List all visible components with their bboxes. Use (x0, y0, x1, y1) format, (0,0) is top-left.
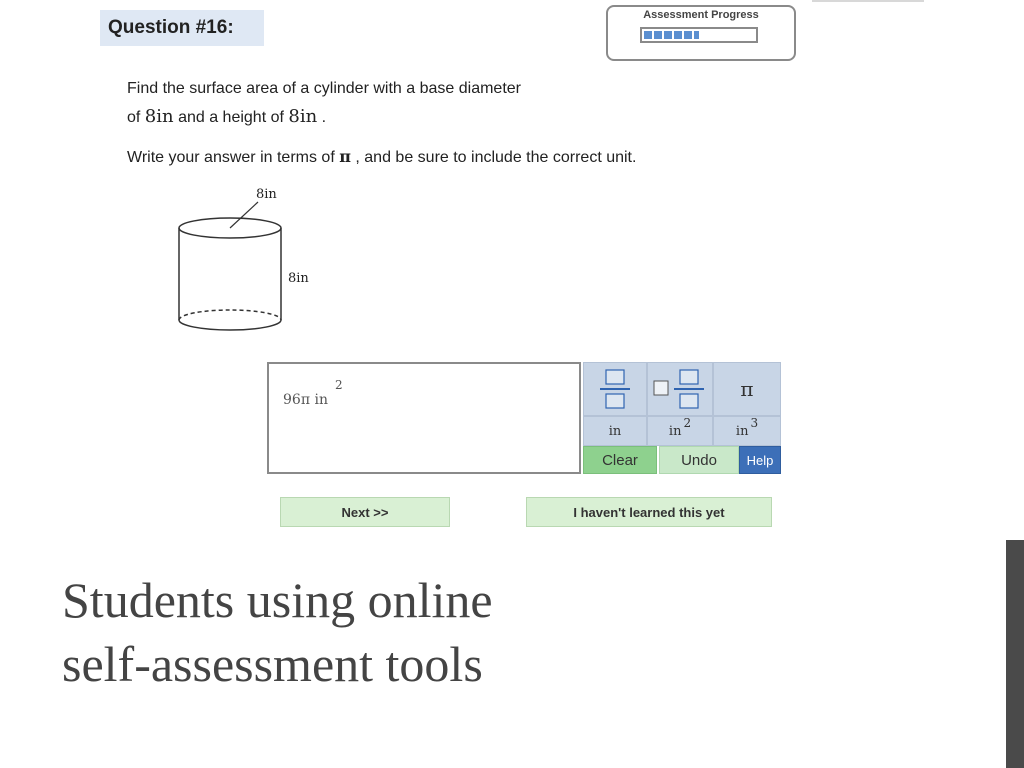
unit-in2-exponent: 2 (683, 416, 692, 430)
cylinder-diagram (170, 180, 330, 340)
unit-in2-label: in (668, 423, 682, 439)
progress-bar (640, 27, 758, 43)
math-keypad (583, 362, 781, 474)
diameter-label: 8in (256, 187, 277, 202)
diameter-value: 8 (144, 106, 157, 127)
cylinder-bottom-front (179, 320, 281, 330)
assessment-progress-panel (606, 5, 796, 61)
help-button[interactable]: Help (739, 446, 781, 474)
question-line-3 (127, 147, 636, 167)
answer-exponent: 2 (335, 378, 343, 392)
question-line-1: Find the surface area of a cylinder with a base diameter (127, 80, 521, 97)
pi-symbol: π (339, 147, 351, 166)
unit-in3-exponent: 3 (750, 416, 759, 430)
undo-button[interactable]: Undo (659, 446, 739, 474)
height-label: 8in (288, 271, 309, 286)
question-title-text: Question #16: (108, 17, 234, 38)
next-button[interactable]: Next >> (280, 497, 450, 527)
diameter-unit: in (156, 106, 174, 127)
unit-in3-label: in (735, 423, 749, 439)
caption-line-1: Students using online (62, 572, 493, 628)
unit-in3-button[interactable] (713, 416, 781, 446)
mixed-number-button[interactable] (647, 362, 713, 416)
answer-input[interactable] (267, 362, 581, 474)
height-unit: in (299, 106, 318, 127)
caption-line-2: self-assessment tools (62, 636, 483, 692)
cylinder-bottom-back (179, 310, 281, 320)
q3-prefix: Write your answer in terms of (127, 149, 335, 166)
not-learned-button[interactable]: I haven't learned this yet (526, 497, 772, 527)
pi-key-label: π (740, 377, 754, 401)
slide-caption (62, 568, 493, 696)
unit-in-button[interactable] (583, 416, 647, 446)
q2-end: . (321, 109, 327, 126)
mixed-number-icon (652, 368, 708, 410)
fraction-button[interactable] (583, 362, 647, 416)
answer-value: 96π in (283, 392, 328, 408)
q2-prefix: of (127, 109, 141, 126)
q3-suffix: , and be sure to include the correct unit. (355, 149, 637, 166)
pi-button[interactable] (713, 362, 781, 416)
clear-button[interactable]: Clear (583, 446, 657, 474)
height-value: 8 (288, 106, 300, 127)
question-line-2 (127, 106, 326, 127)
top-divider (812, 0, 924, 2)
q2-middle: and a height of (178, 109, 284, 126)
right-edge-bar (1006, 540, 1024, 768)
progress-label: Assessment Progress (643, 9, 759, 21)
unit-in-label: in (608, 423, 622, 439)
diameter-leader-line (230, 202, 258, 228)
fraction-icon (598, 368, 632, 410)
progress-fill (644, 31, 699, 39)
question-title (100, 10, 264, 46)
right-edge-top (1006, 0, 1024, 540)
unit-in2-button[interactable] (647, 416, 713, 446)
